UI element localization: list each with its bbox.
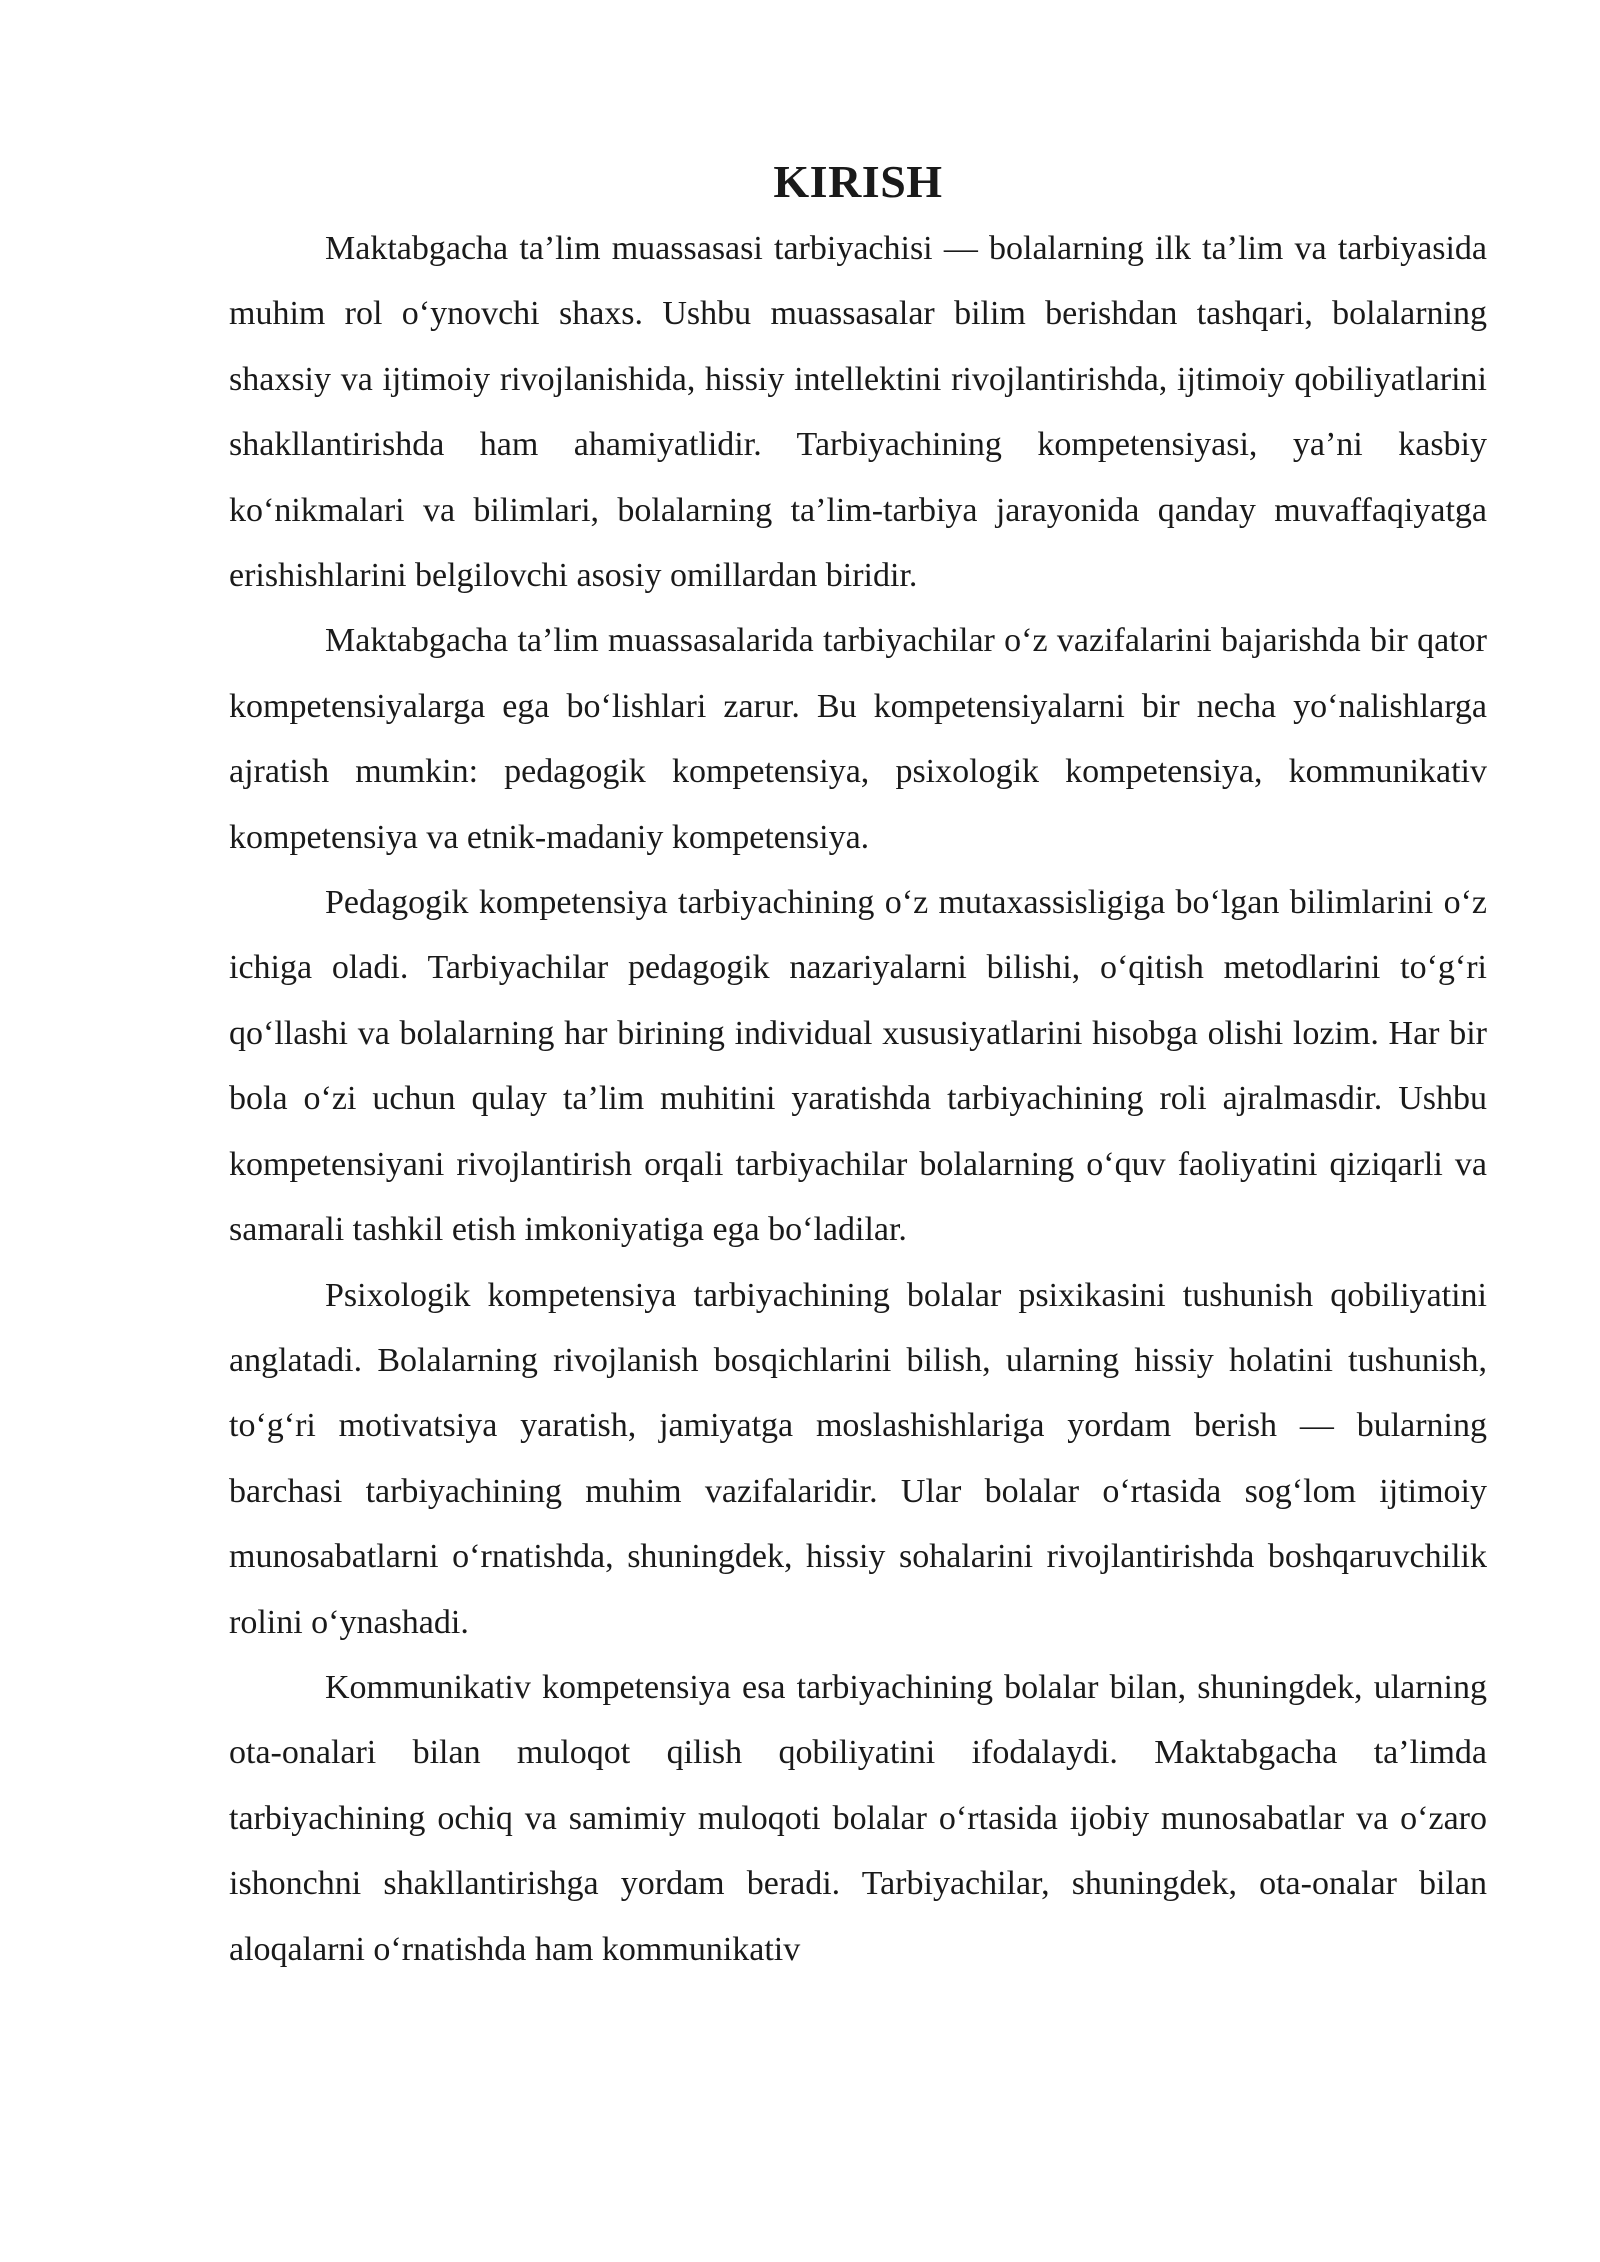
page-title: KIRISH: [773, 156, 943, 207]
document-page: [229, 150, 1487, 1982]
paragraph-pedagogical: Pedagogik kompetensiya tarbiyachining o‘z mutaxassisligiga bo‘lgan bilimlarini o‘z ichiga oladi. Tarbiyachilar pedagogik nazariyalarni bilishi, o‘qitish metodlarini to‘g‘ri qo‘llashi va bolalarning har birining individual xususiyatlarini hisobga olishi lozim. Har bir bola o‘zi uchun qulay ta’lim muhitini yaratishda tarbiyachining roli ajralmasdir. Ushbu kompetensiyani rivojlantirish orqali tarbiyachilar bolalarning o‘quv faoliyatini qiziqarli va samarali tashkil etish imkoniyatiga ega bo‘ladilar.: [229, 884, 1487, 1249]
paragraph-intro: Maktabgacha ta’lim muassasasi tarbiyachisi — bolalarning ilk ta’lim va tarbiyasida muhim rol o‘ynovchi shaxs. Ushbu muassasalar bilim berishdan tashqari, bolalarning shaxsiy va ijtimoiy rivojlanishida, hissiy intellektini rivojlantirishda, ijtimoiy qobiliyatlarini shakllantirishda ham ahamiyatlidir. Tarbiyachining kompetensiyasi, ya’ni kasbiy ko‘nikmalari va bilimlari, bolalarning ta’lim-tarbiya jarayonida qanday muvaffaqiyatga erishishlarini belgilovchi asosiy omillardan biridir.: [229, 230, 1487, 595]
paragraph-communicative: Kommunikativ kompetensiya esa tarbiyachining bolalar bilan, shuningdek, ularning ota-onalari bilan muloqot qilish qobiliyatini ifodalaydi. Maktabgacha ta’limda tarbiyachining ochiq va samimiy muloqoti bolalar o‘rtasida ijobiy munosabatlar va o‘zaro ishonchni shakllantirishga yordam beradi. Tarbiyachilar, shuningdek, ota-onalar bilan aloqalarni o‘rnatishda ham kommunikativ: [229, 1668, 1487, 1968]
paragraph-psychological: Psixologik kompetensiya tarbiyachining bolalar psixikasini tushunish qobiliyatini anglatadi. Bolalarning rivojlanish bosqichlarini bilish, ularning hissiy holatini tushunish, to‘g‘ri motivatsiya yaratish, jamiyatga moslashishlariga yordam berish — bularning barchasi tarbiyachining muhim vazifalaridir. Ular bolalar o‘rtasida sog‘lom ijtimoiy munosabatlarni o‘rnatishda, shuningdek, hissiy sohalarini rivojlantirishda boshqaruvchilik rolini o‘ynashadi.: [229, 1276, 1487, 1641]
paragraph-competencies: Maktabgacha ta’lim muassasalarida tarbiyachilar o‘z vazifalarini bajarishda bir qator kompetensiyalarga ega bo‘lishlari zarur. Bu kompetensiyalarni bir necha yo‘nalishlarga ajratish mumkin: pedagogik kompetensiya, psixologik kompetensiya, kommunikativ kompetensiya va etnik-madaniy kompetensiya.: [229, 622, 1487, 856]
